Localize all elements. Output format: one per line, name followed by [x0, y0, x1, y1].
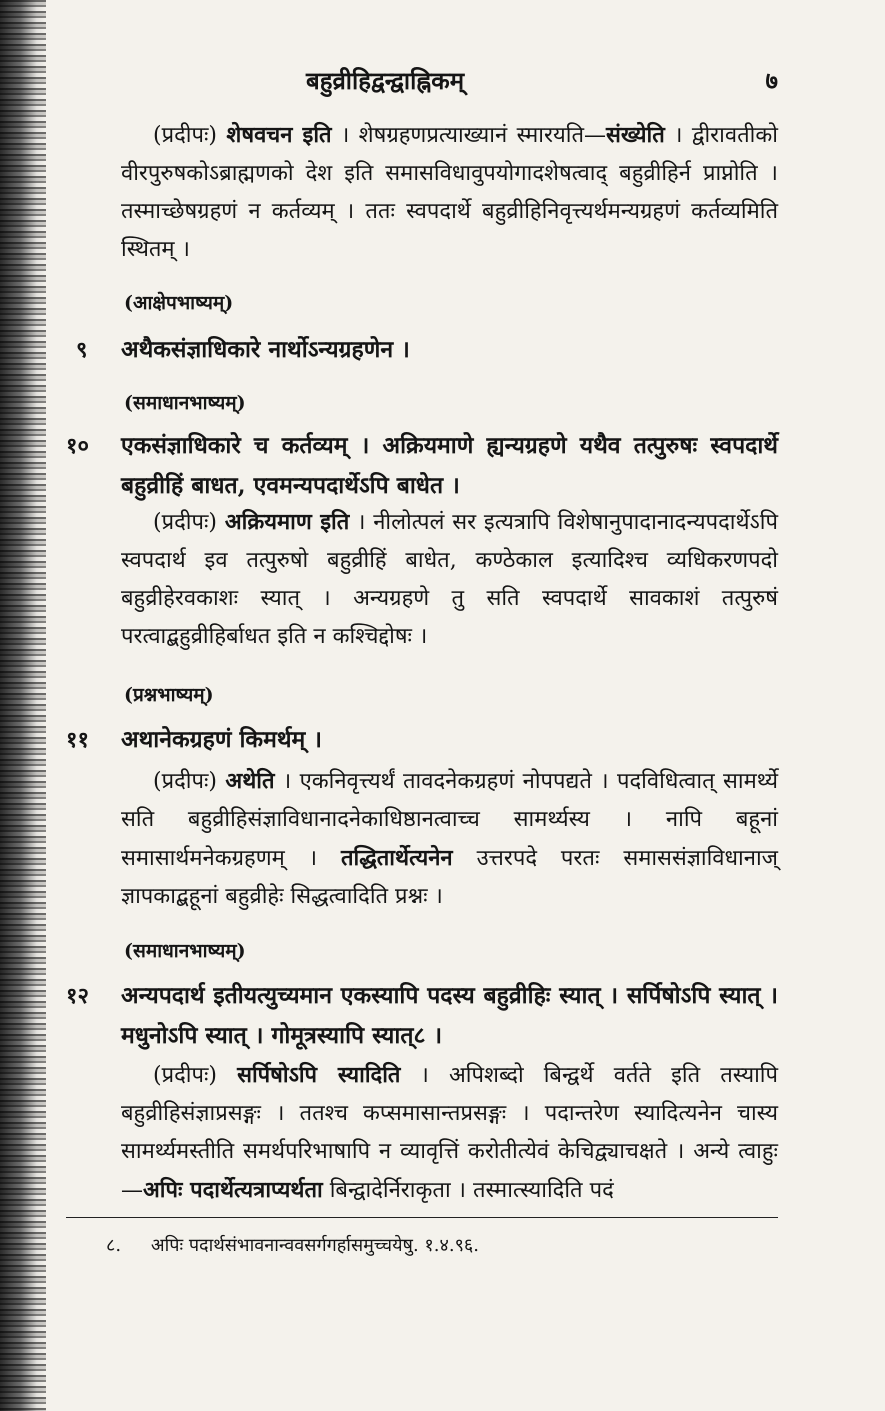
commentary-paragraph [66, 1056, 778, 1210]
footnote [106, 1232, 479, 1260]
commentary-paragraph [66, 116, 778, 269]
commentary-label: (प्रदीपः) [153, 123, 218, 148]
section-label-block [66, 936, 778, 966]
sutra-block [66, 330, 778, 370]
page [66, 58, 778, 1388]
commentary-text-continued: बिन्द्वादेर्निराकृता । तस्मात्स्यादिति पदं [329, 1178, 614, 1203]
commentary-block [66, 762, 778, 916]
section-label: (प्रश्नभाष्यम्) [124, 684, 214, 706]
commentary-bold-term: संख्येति [606, 122, 665, 148]
page-number: ७ [765, 66, 778, 95]
section-label: (समाधानभाष्यम्) [124, 940, 246, 962]
sutra-number: १० [66, 433, 89, 459]
sutra-number: ९ [76, 337, 88, 363]
commentary-lemma: अक्रियमाण इति [224, 509, 350, 535]
section-label: (समाधानभाष्यम्) [124, 392, 246, 414]
sutra-number: १२ [66, 983, 89, 1009]
commentary-label: (प्रदीपः) [153, 769, 218, 794]
commentary-label: (प्रदीपः) [153, 1063, 218, 1088]
sutra-text: अथैकसंज्ञाधिकारे नार्थोऽन्यग्रहणेन । [121, 336, 410, 363]
commentary-label: (प्रदीपः) [153, 510, 218, 535]
commentary-paragraph [66, 762, 778, 916]
footnote-divider [66, 1217, 778, 1218]
commentary-text: । एकनिवृत्त्यर्थं तावदनेकग्रहणं नोपपद्यते । पदविधित्वात् सामर्थ्ये सति बहुव्रीहिसंज्ञाविधानादनेकाधिष्ठानत्वाच्च सामर्थ्यस्य । नापि बहूनां समासार्थमनेकग्रहणम् । [121, 769, 778, 871]
section-label-block [66, 288, 778, 318]
commentary-block [66, 116, 778, 269]
commentary-text: । नीलोत्पलं सर इत्यत्रापि विशेषानुपादानादन्यपदार्थेऽपि स्वपदार्थ इव तत्पुरुषो बहुव्रीहिं बाधेत, कण्ठेकाल इत्यादिश्च व्यधिकरणपदो बहुव्रीहेरवकाशः स्यात् । अन्यग्रहणे तु सति स्वपदार्थे सावकाशं तत्पुरुषं परत्वाद्बहुव्रीहिर्बाधत इति न कश्चिद्दोषः । [121, 510, 779, 649]
footnote-text: अपिः पदार्थसंभावनान्ववसर्गगर्हासमुच्चयेषु. १.४.९६. [150, 1235, 480, 1256]
sutra-text: अन्यपदार्थ इतीयत्युच्यमान एकस्यापि पदस्य बहुव्रीहिः स्यात् । सर्पिषोऽपि स्यात् । मधुनोऽपि स्यात् । गोमूत्रस्यापि स्यात्८ । [121, 982, 778, 1049]
book-spine-shadow [0, 0, 46, 1411]
commentary-lemma: सर्पिषोऽपि स्यादिति [237, 1062, 401, 1088]
footnote-marker: ८. [106, 1235, 122, 1256]
commentary-text-continued: उत्तरपदे परतः समाससंज्ञाविधानाज् ज्ञापकाद्बहूनां बहुव्रीहेः सिद्धत्वादिति प्रश्नः । [121, 846, 778, 909]
sutra-number: ११ [66, 727, 89, 753]
commentary-text: । शेषग्रहणप्रत्याख्यानं स्मारयति— [340, 123, 606, 148]
sutra-block [66, 720, 778, 760]
sutra-text: एकसंज्ञाधिकारे च कर्तव्यम् । अक्रियमाणे ह्यन्यग्रहणे यथैव तत्पुरुषः स्वपदार्थे बहुव्रीहिं बाधत, एवमन्यपदार्थेऽपि बाधेत । [121, 432, 778, 499]
commentary-lemma: अथेति [225, 768, 275, 794]
section-label: (आक्षेपभाष्यम्) [124, 292, 234, 314]
sutra-text: अथानेकग्रहणं किमर्थम् । [121, 726, 323, 753]
commentary-paragraph [66, 503, 778, 656]
sutra-block [66, 426, 778, 506]
commentary-block [66, 503, 778, 656]
commentary-lemma: शेषवचन इति [226, 122, 332, 148]
commentary-block [66, 1056, 778, 1210]
running-title: बहुव्रीहिद्वन्द्वाह्निकम् [306, 66, 465, 95]
section-label-block [66, 388, 778, 418]
sutra-block [66, 976, 778, 1056]
commentary-text-continued: । द्वीरावतीको वीरपुरुषकोऽब्राह्मणको देश इति समासविधावुपयोगादशेषत्वाद् बहुव्रीहिर्न प्राप्नोति । तस्माच्छेषग्रहणं न कर्तव्यम् । ततः स्वपदार्थे बहुव्रीहिनिवृत्त्यर्थमन्यग्रहणं कर्तव्यमिति स्थितम् । [121, 123, 778, 262]
commentary-text: । अपिशब्दो बिन्द्वर्थे वर्तते इति तस्यापि बहुव्रीहिसंज्ञाप्रसङ्गः । ततश्च कप्समासान्तप्रसङ्गः । पदान्तरेण स्यादित्यनेन चास्य सामर्थ्यमस्तीति समर्थपरिभाषापि न व्यावृत्तिं करोतीत्येवं केचिद्व्याचक्षते । अन्ये त्वाहुः— [121, 1063, 778, 1203]
page-header [66, 64, 778, 100]
commentary-bold-term: तद्धितार्थेत्यनेन [340, 845, 453, 871]
section-label-block [66, 680, 778, 710]
commentary-bold-term: अपिः पदार्थेत्यत्राप्यर्थता [143, 1177, 323, 1203]
